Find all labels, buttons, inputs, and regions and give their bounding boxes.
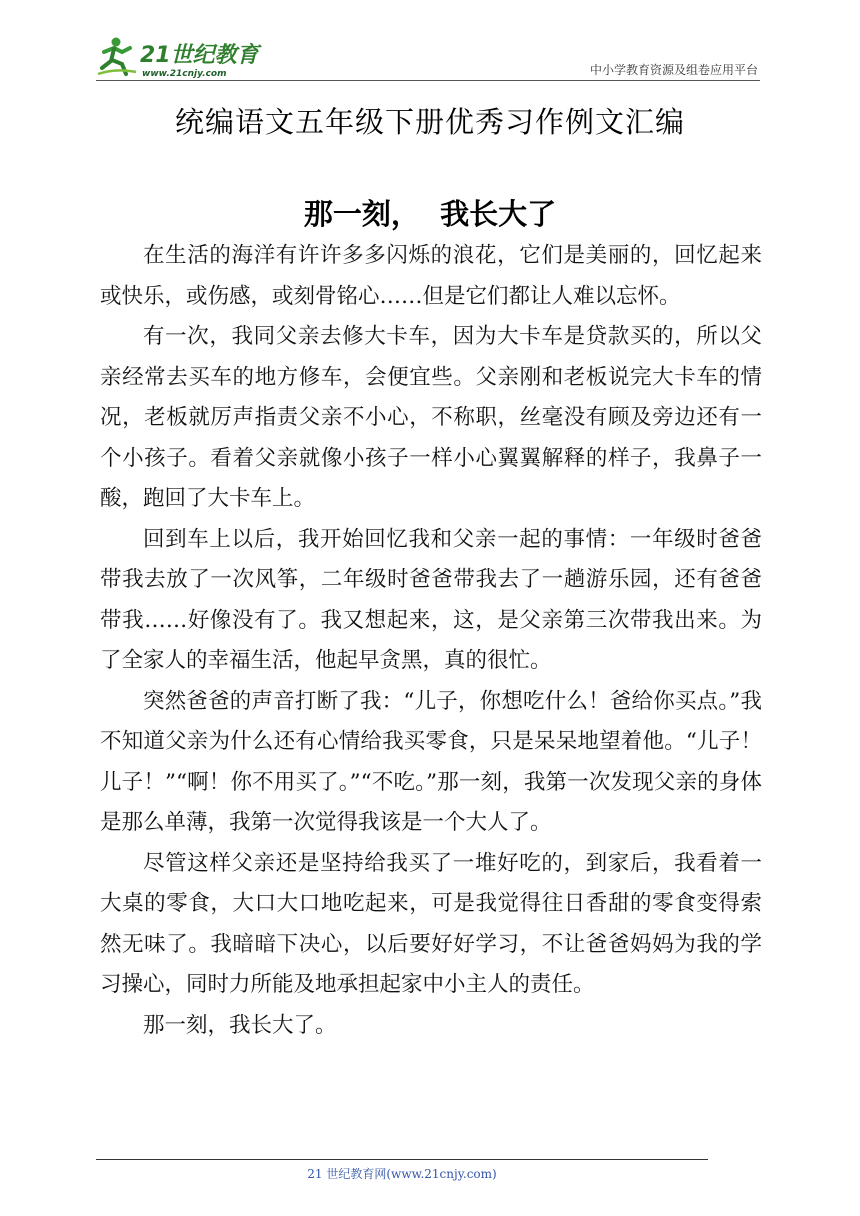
logo-url: www.21cnjy.com [142,69,227,79]
footer-link[interactable]: 21 世纪教育网(www.21cnjy.com) [307,1167,497,1181]
page-header [96,34,760,82]
essay-paragraph: 回到车上以后，我开始回忆我和父亲一起的事情：一年级时爸爸带我去放了一次风筝，二年级时爸爸带我去了一趟游乐园，还有爸爸带我……好像没有了。我又想起来，这，是父亲第三次带我出来。为了全家人的幸福生活，他起早贪黑，真的很忙。 [100,526,762,673]
document-title: 统编语文五年级下册优秀习作例文汇编 [174,105,685,139]
logo-text: 21世纪教育 [140,43,259,68]
brand-logo[interactable] [96,34,266,80]
essay-body [100,236,762,1046]
essay-paragraph: 尽管这样父亲还是坚持给我买了一堆好吃的，到家后，我看着一大桌的零食，大口大口地吃起来，可是我觉得往日香甜的零食变得索然无味了。我暗暗下决心，以后要好好学习，不让爸爸妈妈为我的学习操心，同时力所能及地承担起家中小主人的责任。 [100,850,762,997]
essay-paragraph: 突然爸爸的声音打断了我：“儿子，你想吃什么！爸给你买点。”我不知道父亲为什么还有心情给我买零食，只是呆呆地望着他。“儿子！儿子！”“啊！你不用买了。”“不吃。”那一刻，我第一次发现父亲的身体是那么单薄，我第一次觉得我该是一个大人了。 [100,688,762,835]
footer-divider [96,1159,708,1160]
essay-title: 那一刻， 我长大了 [303,197,557,231]
runner-logo-icon [96,34,266,80]
header-divider [96,80,760,81]
essay-paragraph: 那一刻，我长大了。 [143,1012,337,1038]
platform-tagline: 中小学教育资源及组卷应用平台 [589,63,758,77]
essay-paragraph: 有一次，我同父亲去修大卡车，因为大卡车是贷款买的，所以父亲经常去买车的地方修车，会便宜些。父亲刚和老板说完大卡车的情况，老板就厉声指责父亲不小心，不称职，丝毫没有顾及旁边还有一个小孩子。看着父亲就像小孩子一样小心翼翼解释的样子，我鼻子一酸，跑回了大卡车上。 [100,324,762,511]
essay-paragraph: 在生活的海洋有许许多多闪烁的浪花，它们是美丽的，回忆起来或快乐，或伤感，或刻骨铭心……但是它们都让人难以忘怀。 [100,243,762,309]
